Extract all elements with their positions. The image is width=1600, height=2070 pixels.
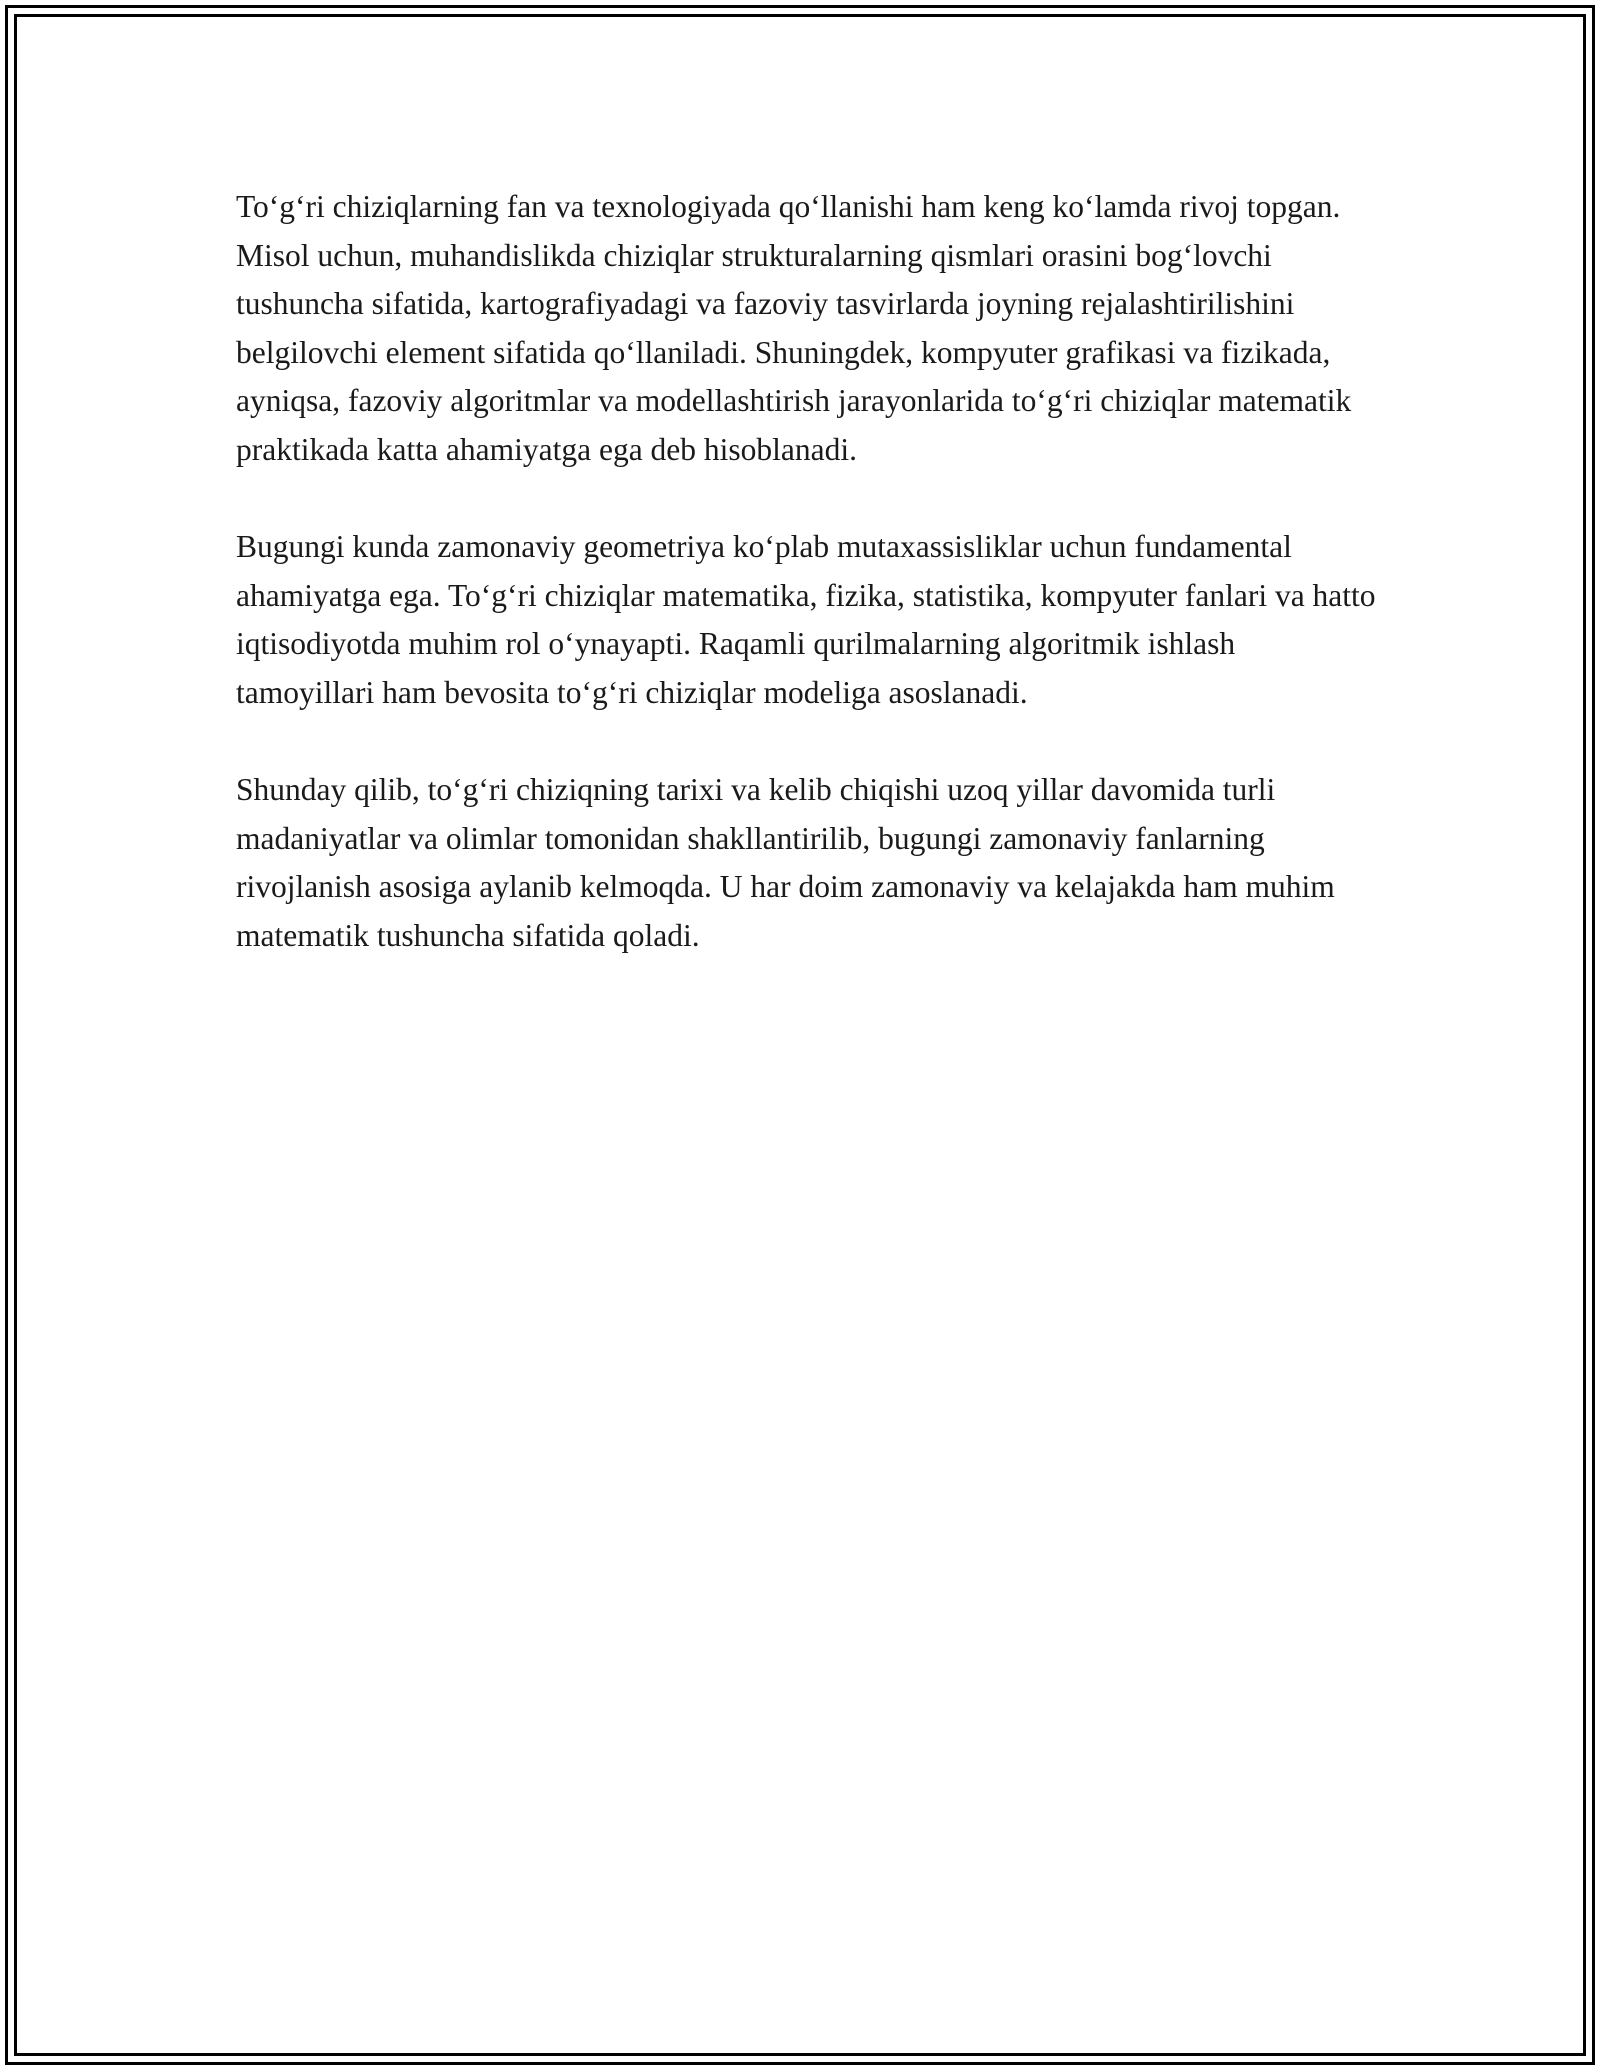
paragraph-3: Shunday qilib, to‘g‘ri chiziqning tarixi va kelib chiqishi uzoq yillar davomida turli madaniyatlar va olimlar tomonidan shakllantirilib, bugungi zamonaviy fanlarning rivojlanish asosiga aylanib kelmoqda. U har doim zamonaviy va kelajakda ham muhim matematik tushuncha sifatida qoladi.: [236, 772, 1335, 953]
paragraph-2: Bugungi kunda zamonaviy geometriya ko‘plab mutaxassisliklar uchun fundamental ahamiyatga ega. To‘g‘ri chiziqlar matematika, fizika, statistika, kompyuter fanlari va hatto iqtisodiyotda muhim rol o‘ynayapti. Raqamli qurilmalarning algoritmik ishlash tamoyillari ham bevosita to‘g‘ri chiziqlar modeliga asoslanadi.: [236, 529, 1376, 710]
document-body: [236, 183, 1376, 1009]
paragraph-1: To‘g‘ri chiziqlarning fan va texnologiyada qo‘llanishi ham keng ko‘lamda rivoj topgan. Misol uchun, muhandislikda chiziqlar strukturalarning qismlari orasini bog‘lovchi tushuncha sifatida, kartografiyadagi va fazoviy tasvirlarda joyning rejalashtirilishini belgilovchi element sifatida qo‘llaniladi. Shuningdek, kompyuter grafikasi va fizikada, ayniqsa, fazoviy algoritmlar va modellashtirish jarayonlarida to‘g‘ri chiziqlar matematik praktikada katta ahamiyatga ega deb hisoblanadi.: [236, 189, 1352, 467]
